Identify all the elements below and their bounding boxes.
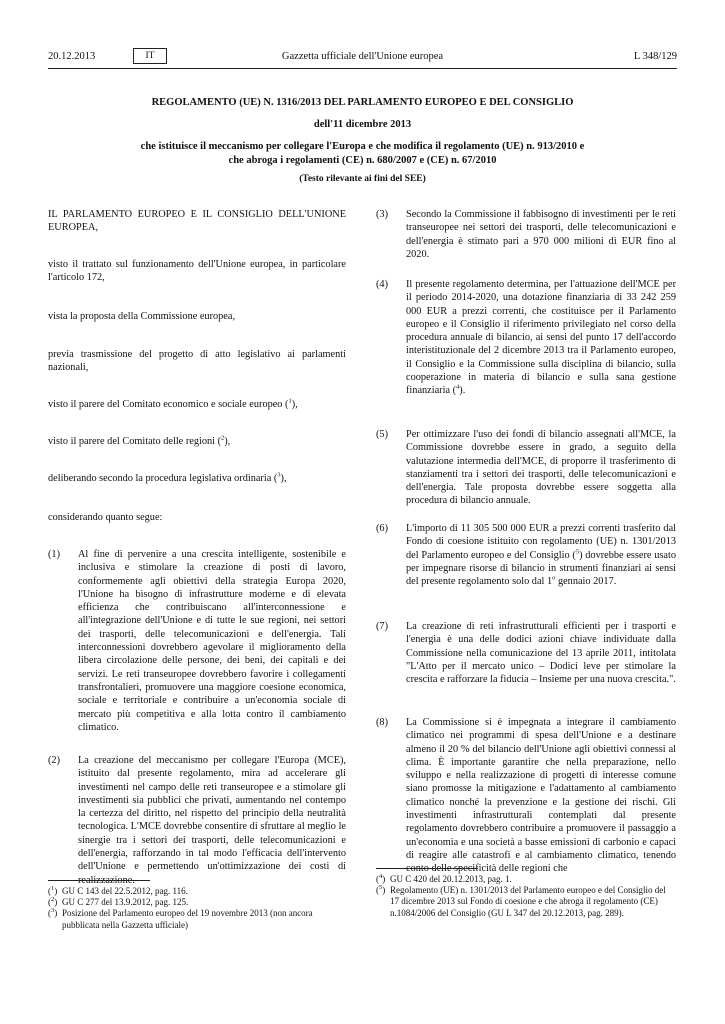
- recital-4: [376, 278, 676, 398]
- recital-text: Secondo la Commissione il fabbisogno di investimenti per le reti transeuropee nei settori dei trasporti, delle telecomunicazioni e dell'energia è stimato pari a 970 000 milioni di EUR fino al 2020.: [406, 209, 676, 260]
- regulation-title: REGOLAMENTO (UE) N. 1316/2013 DEL PARLAMENTO EUROPEO E DEL CONSIGLIO: [151, 97, 574, 108]
- recital-8: [376, 716, 676, 876]
- footnote-divider-right: [376, 868, 478, 869]
- recital-number: (6): [376, 523, 389, 534]
- recital-text: Per ottimizzare l'uso dei fondi di bilancio assegnati all'MCE, la Commissione dovrebbe essere in grado, a seguito della valutazione intermedia dell'MCE, di proporre il trasferimento di stanziamenti tra i settori dei trasporti, delle telecomunicazioni e dell'energia. Tale proposta dovrebbe essere soggetta alla procedura di bilancio annuale.: [406, 429, 676, 507]
- regulation-subject-line1: che istituisce il meccanismo per collegare l'Europa e che modifica il regolamento (UE) n. 913/2010 e: [140, 141, 585, 152]
- journal-title: Gazzetta ufficiale dell'Unione europea: [281, 51, 444, 62]
- footnote-mark: ($^1$): [48, 885, 58, 896]
- footnote-mark: ($^5$): [376, 884, 386, 896]
- recital-text: Al fine di pervenire a una crescita intelligente, sostenibile e inclusiva e stimolare la creazione di posti di lavoro, conformemente agli obiettivi della strategia Europa 2020, l'Unione ha bisogno di infrastrutture moderne e di elevata efficienza che contribuiscano all'interconnessione e all'integrazione dell'Unione e di tutte le sue regioni, nei settori dei trasporti, delle telecomunicazioni e dell'energia. Tali interconnessioni dovrebbero agevolare il miglioramento della libera circolazione delle persone, dei beni, dei capitali e dei servizi. Le reti transeuropee dovrebbero favorire i collegamenti transfrontalieri, promuovere una maggiore coesione economica, sociale e territoriale e contribuire a un'economia sociale di mercato più competitiva e alla lotta contro il cambiamento climatico.: [78, 549, 346, 733]
- regulation-subject: [60, 140, 665, 168]
- footnote-4: [376, 874, 676, 885]
- recital-6: [376, 522, 676, 588]
- recital-text: Il presente regolamento determina, per l'attuazione dell'MCE per il periodo 2014-2020, una dotazione finanziaria di 33 242 259 000 EUR a prezzi correnti, che costituisce per il Parlamento europeo e il Consiglio il riferimento privilegiato nel corso della procedura annuale di bilancio, ai sensi del punto 17 dell'accordo interistituzionale del 2 dicembre 2013 tra il Parlamento europeo, il Consiglio e la Commissione sulla disciplina di bilancio, sulla cooperazione in materia di bilancio e sulla sana gestione finanziaria ($^4$).: [406, 279, 676, 397]
- footnote-mark: ($^4$): [376, 873, 386, 884]
- footnotes-left: [48, 886, 346, 931]
- citation-treaty: visto il trattato sul funzionamento dell'Unione europea, in particolare l'articolo 172,: [48, 259, 346, 284]
- eea-relevance: (Testo rilevante ai fini del SEE): [299, 174, 426, 184]
- regulation-date: dell'11 dicembre 2013: [313, 119, 412, 130]
- citation-cor-close: ),: [224, 436, 231, 447]
- recital-text: La Commissione si è impegnata a integrare il cambiamento climatico nei programmi di spesa dell'Unione e a destinare almeno il 20 % del bilancio dell'Unione agli obiettivi connessi al clima. È importante garantire che nella preparazione, nello sviluppo e nella realizzazione di progetti di interesse comune siano promosse la mitigazione e l'adattamento al cambiamento climatico nonché la prevenzione e la gestione dei rischi. Gli investimenti infrastrutturali contemplati dal presente regolamento dovrebbero contribuire a promuovere il passaggio a un'economia e una società a basse emissioni di carbonio e capaci di reagire alle catastrofi e al cambiamento climatico, tenendo conto delle specificità delle regioni che: [406, 717, 676, 875]
- citation-procedure-close: ),: [280, 473, 287, 484]
- recital-5: [376, 428, 676, 508]
- footnotes-right: [376, 874, 676, 919]
- recital-number: (4): [376, 279, 389, 290]
- footnote-text: GU C 420 del 20.12.2013, pag. 1.: [390, 874, 512, 884]
- recital-1: [48, 548, 346, 734]
- footnote-mark: ($^3$): [48, 907, 58, 919]
- footnote-5: [376, 885, 676, 919]
- recital-7: [376, 620, 676, 686]
- footnote-text: GU C 143 del 22.5.2012, pag. 116.: [62, 886, 188, 896]
- citation-cor-text: visto il parere del Comitato delle regioni (: [48, 436, 221, 447]
- footnote-text: Regolamento (UE) n. 1301/2013 del Parlamento europeo e del Consiglio del 17 dicembre 2013 sul Fondo di coesione e che abroga il regolamento (CE) n.1084/2006 del Consiglio (GU L 347 del 20.12.2013, pag. 289).: [390, 885, 666, 918]
- footnote-ref-3[interactable]: 3: [277, 471, 281, 479]
- header-divider: [48, 68, 677, 69]
- footnote-ref-4[interactable]: 4: [456, 383, 460, 391]
- whereas-intro: considerando quanto segue:: [48, 512, 163, 523]
- footnote-ref-2[interactable]: 2: [221, 434, 225, 442]
- recital-text: La creazione del meccanismo per collegare l'Europa (MCE), istituito dal presente regolamento, mira ad accelerare gli investimenti nel campo delle reti transeuropee e a stimolare gli investimenti sia pubblici che privati, aumentando nel contempo la certezza del diritto, nel rispetto del principio della neutralità tecnologica. L'MCE dovrebbe consentire di sfruttare al meglio le sinergie tra i settori dei trasporti, delle telecomunicazioni e dell'energia, rafforzando in tal modo l'efficacia dell'intervento dell'Unione e permettendo un'ottimizzazione dei costi di realizzazione.: [78, 755, 346, 886]
- footnote-1: [48, 886, 346, 897]
- footnote-text: GU C 277 del 13.9.2012, pag. 125.: [62, 897, 189, 908]
- enacting-authority: IL PARLAMENTO EUROPEO E IL CONSIGLIO DELL'UNIONE EUROPEA,: [48, 209, 346, 234]
- page-reference: L 348/129: [633, 51, 677, 62]
- recital-number: (3): [376, 209, 389, 220]
- language-badge: IT: [133, 48, 167, 64]
- recital-2: [48, 754, 346, 887]
- recital-number: (7): [376, 621, 389, 632]
- footnote-2: [48, 897, 346, 908]
- recital-3: [376, 208, 676, 261]
- publication-date: 20.12.2013: [48, 51, 96, 62]
- recital-number: (1): [48, 549, 61, 560]
- footnote-3: [48, 908, 346, 930]
- recital-number: (8): [376, 717, 389, 728]
- footnote-ref-1[interactable]: 1: [288, 397, 292, 405]
- footnote-text: Posizione del Parlamento europeo del 19 novembre 2013 (non ancora pubblicata nella Gazzetta ufficiale): [62, 908, 313, 930]
- citation-eesc-close: ),: [291, 399, 298, 410]
- citation-procedure: [48, 472, 346, 485]
- footnote-ref-5[interactable]: 5: [575, 548, 580, 556]
- citation-proposal: vista la proposta della Commissione europea,: [48, 311, 236, 322]
- footnote-mark: ($^2$): [48, 896, 58, 908]
- recital-number: (5): [376, 429, 389, 440]
- footnote-divider-left: [48, 880, 150, 881]
- citation-procedure-text: deliberando secondo la procedura legislativa ordinaria (: [48, 473, 278, 484]
- citation-eesc-text: visto il parere del Comitato economico e sociale europeo (: [48, 399, 289, 410]
- recital-text: La creazione di reti infrastrutturali efficienti per i trasporti e l'energia è una delle dodici azioni chiave individuate dalla Commissione nella comunicazione del 13 aprile 2011, intitolata "L'Atto per il mercato unico – Dodici leve per stimolare la crescita e rafforzare la fiducia – Insieme per una nuova crescita.".: [406, 621, 676, 686]
- regulation-subject-line2: che abroga i regolamenti (CE) n. 680/2007 e (CE) n. 67/2010: [228, 155, 497, 166]
- recital-text: L'importo di 11 305 500 000 EUR a prezzi correnti trasferito dal Fondo di coesione istituito con regolamento (UE) n. 1301/2013 del Parlamento europeo e del Consiglio ($^5$) dovrebbe essere usato per impegnare risorse di bilancio in strumenti finanziari ai sensi del presente regolamento solo dal 1$^o$ gennaio 2017.: [406, 523, 676, 588]
- citation-transmission: previa trasmissione del progetto di atto legislativo ai parlamenti nazionali,: [48, 349, 346, 374]
- recital-number: (2): [48, 755, 61, 766]
- citation-eesc: [48, 398, 346, 411]
- citation-cor: [48, 435, 346, 448]
